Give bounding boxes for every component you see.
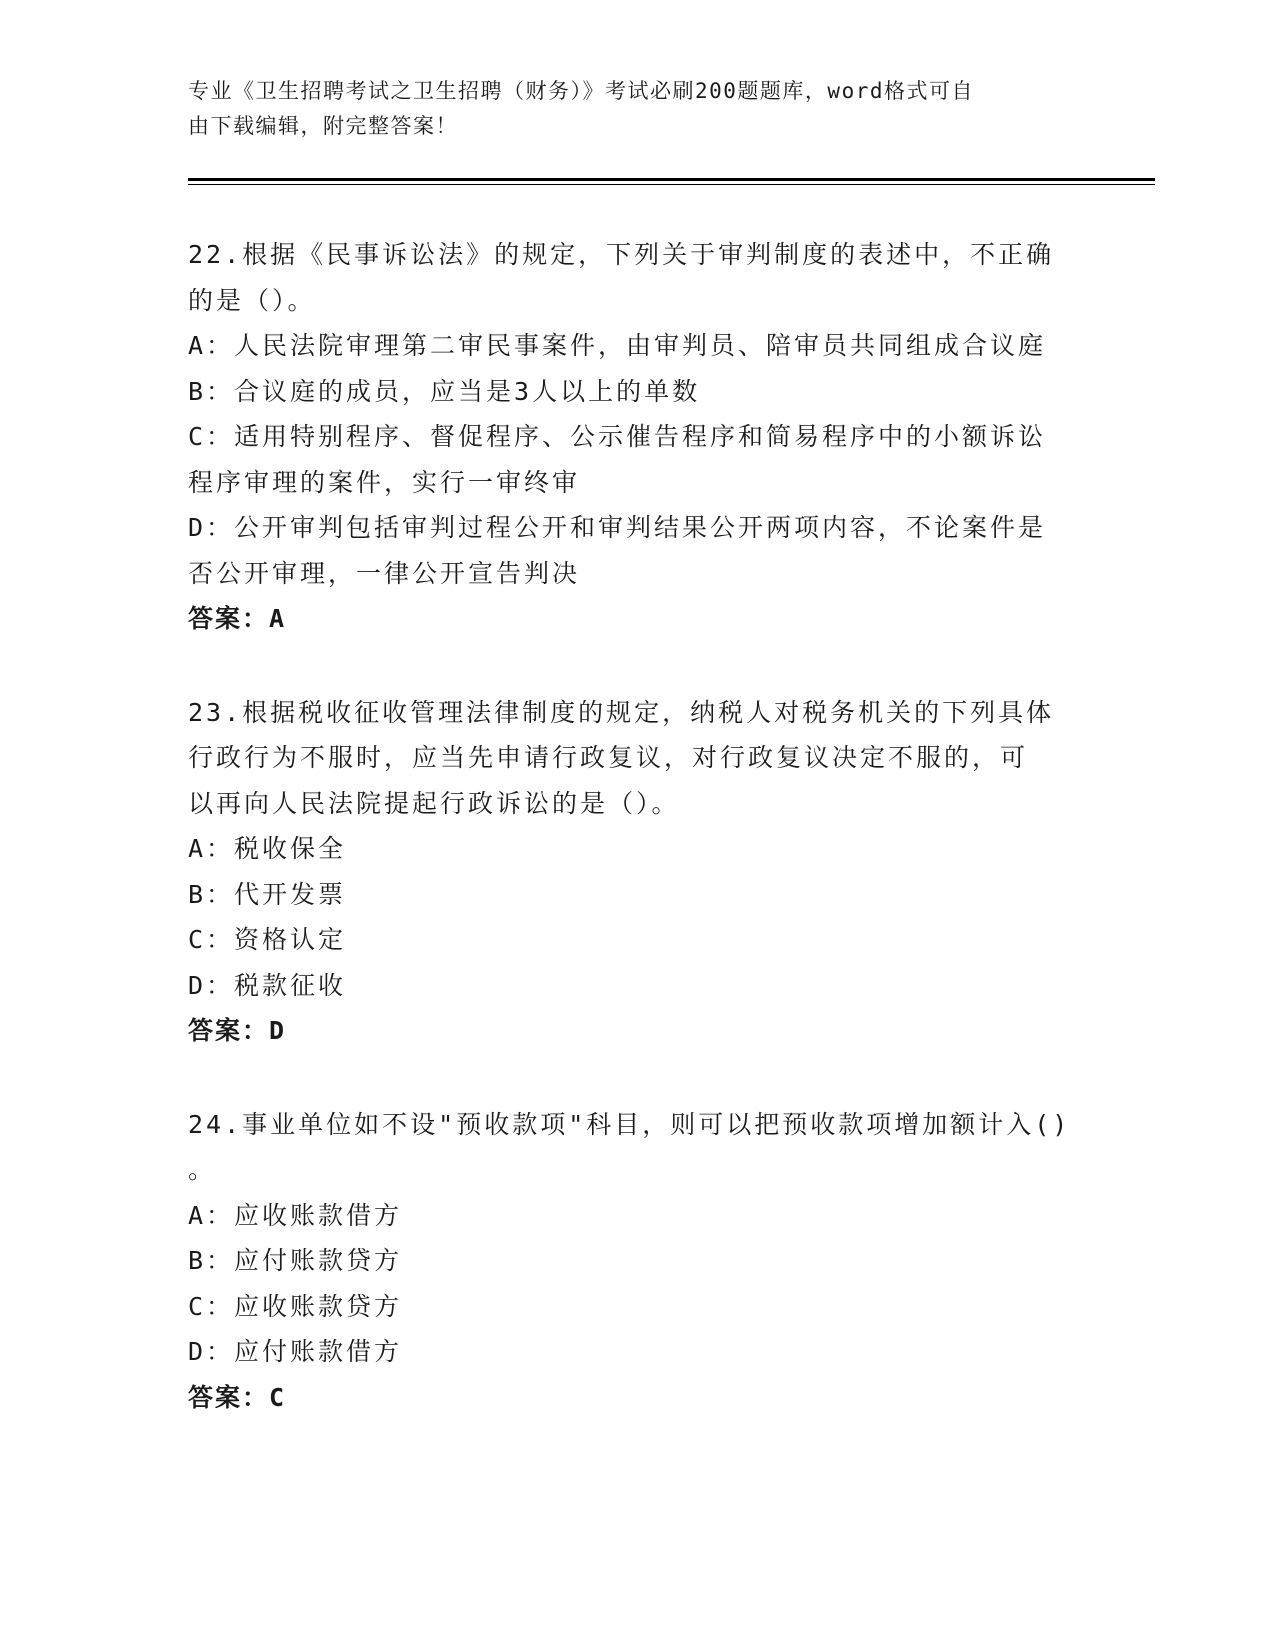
question-stem-line: 的是（）。 (188, 285, 316, 315)
option-c: C：资格认定 (188, 925, 347, 954)
question-stem-line: 22.根据《民事诉讼法》的规定，下列关于审判制度的表述中，不正确 (188, 240, 1055, 269)
option-d: D：税款征收 (188, 970, 347, 1000)
question-22 (188, 232, 1088, 642)
option-c: C：适用特别程序、督促程序、公示催告程序和简易程序中的小额诉讼 (188, 422, 1047, 451)
answer-label: 答案：A (188, 604, 287, 633)
option-a: A：人民法院审理第二审民事案件，由审判员、陪审员共同组成合议庭 (188, 331, 1047, 360)
question-list (188, 232, 1088, 1468)
option-b: B：代开发票 (188, 879, 347, 909)
option-a: A：税收保全 (188, 834, 347, 863)
option-b: B：合议庭的成员，应当是3人以上的单数 (188, 376, 701, 406)
question-stem-line: 24.事业单位如不设"预收款项"科目，则可以把预收款项增加额计入() (188, 1109, 1071, 1139)
option-d-continued: 否公开审理，一律公开宣告判决 (188, 558, 581, 588)
option-d: D：应付账款借方 (188, 1337, 403, 1366)
question-stem-line: 。 (188, 1155, 217, 1184)
answer-label: 答案：C (188, 1382, 287, 1412)
header-line-2: 由下载编辑，附完整答案！ (188, 114, 458, 138)
question-stem-line: 行政行为不服时，应当先申请行政复议，对行政复议决定不服的，可 (188, 743, 1029, 772)
header-line-1: 专业《卫生招聘考试之卫生招聘（财务）》考试必刷200题题库，word格式可自 (188, 79, 974, 103)
option-d: D：公开审判包括审判过程公开和审判结果公开两项内容，不论案件是 (188, 513, 1047, 542)
document-header (188, 74, 1068, 144)
question-stem-line: 以再向人民法院提起行政诉讼的是（）。 (188, 788, 680, 818)
header-divider-thick (188, 178, 1155, 181)
header-divider-thin (188, 184, 1155, 185)
option-b: B：应付账款贷方 (188, 1246, 403, 1275)
question-stem-line: 23.根据税收征收管理法律制度的规定，纳税人对税务机关的下列具体 (188, 697, 1055, 727)
option-c-continued: 程序审理的案件，实行一审终审 (188, 467, 581, 497)
question-23 (188, 690, 1088, 1054)
option-a: A：应收账款借方 (188, 1200, 403, 1230)
question-24 (188, 1102, 1088, 1421)
answer-label: 答案：D (188, 1016, 287, 1045)
option-c: C：应收账款贷方 (188, 1291, 403, 1321)
